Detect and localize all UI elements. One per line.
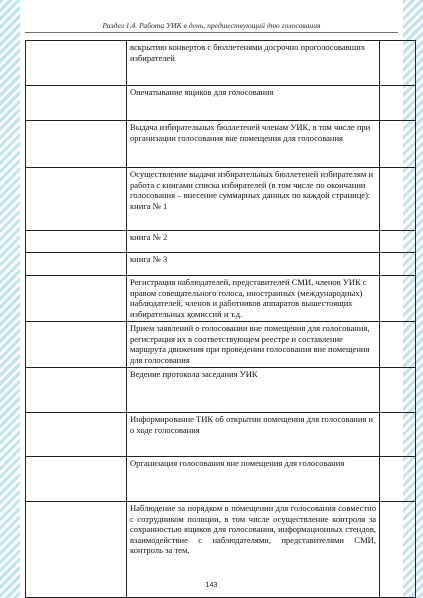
mark-cell — [380, 276, 416, 322]
table-row — [26, 86, 416, 121]
table-row — [26, 253, 416, 276]
mark-cell — [380, 413, 416, 457]
mark-cell — [380, 41, 416, 86]
member-cell — [26, 276, 127, 322]
task-text: Наблюдение за порядком в помещении для голосования совместно с сотрудником полиции, в том числе осуществление контроля за сохранностью ящиков для голосования, информационных стендов, взаимодействие с наблюдателями, представителями СМИ, контроль за тем, — [130, 503, 376, 556]
mark-cell — [380, 322, 416, 368]
member-cell — [26, 86, 127, 121]
member-cell — [26, 457, 127, 502]
mark-cell — [380, 457, 416, 502]
mark-cell — [380, 168, 416, 231]
table-row — [26, 368, 416, 413]
mark-cell — [380, 253, 416, 276]
task-text: Прием заявлений о голосовании вне помещения для голосования, регистрация их в соответствующем реестре и составление маршрута движения при проведении голосования вне помещения для голосования — [130, 323, 370, 365]
mark-cell — [380, 368, 416, 413]
table-row — [26, 413, 416, 457]
decorative-left-stripe — [0, 0, 20, 598]
task-cell — [127, 168, 380, 231]
table-row — [26, 322, 416, 368]
task-cell — [127, 121, 380, 168]
book-label: книга № 3 — [130, 254, 168, 264]
task-text: Осуществление выдачи избирательных бюллетеней избирателям и работа с книгами списка избирателей (в том числе по окончании голосования – внесение суммарных данных по каждой странице): — [130, 169, 374, 201]
task-cell — [127, 231, 380, 253]
member-cell — [26, 121, 127, 168]
member-cell — [26, 168, 127, 231]
task-cell — [127, 457, 380, 502]
task-text: Ведение протокола заседания УИК — [130, 369, 258, 379]
task-text: Регистрация наблюдателей, представителей СМИ, членов УИК с правом совещательного голоса, иностранных (международных) наблюдателей, членов и работников аппаратов вышестоящих избирательных комиссий и т.д. — [130, 277, 367, 319]
member-cell — [26, 322, 127, 368]
book-label: книга № 2 — [130, 232, 168, 242]
task-text: Выдача избирательных бюллетеней членам УИК, в том числе при организации голосования вне помещения для голосования — [130, 122, 371, 143]
member-cell — [26, 231, 127, 253]
task-text: Организация голосования вне помещения для голосования — [130, 458, 345, 468]
member-cell — [26, 368, 127, 413]
table-row — [26, 231, 416, 253]
task-cell — [127, 322, 380, 368]
responsibilities-table — [25, 40, 416, 598]
table-row — [26, 121, 416, 168]
running-header: Раздел 1.4. Работа УИК в день, предшествующий дню голосования — [102, 21, 321, 30]
mark-cell — [380, 121, 416, 168]
task-text: Информирование ТИК об открытии помещения для голосования и о ходе голосования — [130, 414, 374, 435]
table-row — [26, 41, 416, 86]
task-cell — [127, 413, 380, 457]
task-cell — [127, 368, 380, 413]
table-row — [26, 276, 416, 322]
member-cell — [26, 41, 127, 86]
mark-cell — [380, 86, 416, 121]
task-cell — [127, 276, 380, 322]
table-row — [26, 457, 416, 502]
book-label: книга № 1 — [130, 200, 168, 211]
table-row — [26, 168, 416, 231]
mark-cell — [380, 231, 416, 253]
task-cell — [127, 253, 380, 276]
member-cell — [26, 253, 127, 276]
task-text: вскрытию конвертов с бюллетенями досрочно проголосовавших избирателей — [130, 42, 366, 63]
page-number: 143 — [205, 582, 218, 589]
member-cell — [26, 413, 127, 457]
task-cell — [127, 41, 380, 86]
header-divider — [25, 32, 398, 33]
task-cell — [127, 86, 380, 121]
task-text: Опечатывание ящиков для голосования — [130, 87, 274, 97]
